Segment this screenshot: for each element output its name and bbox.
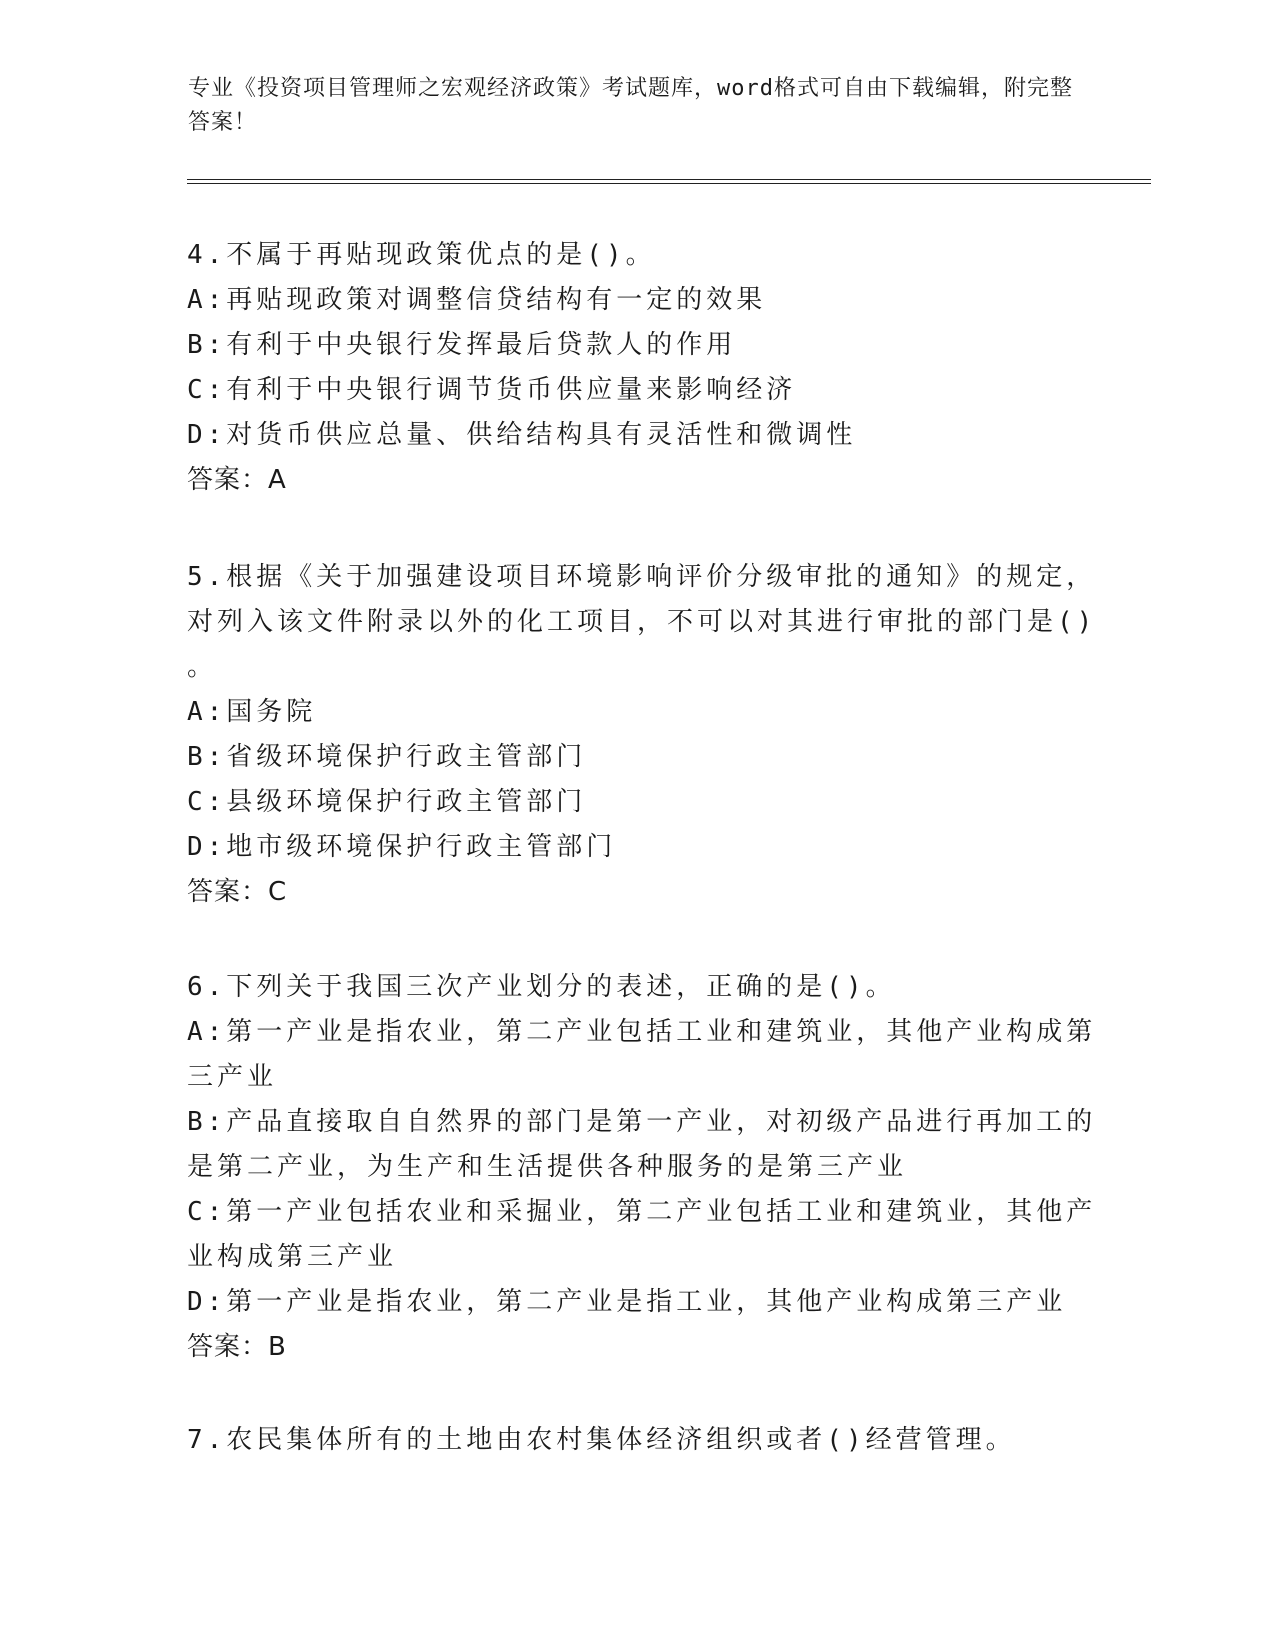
option-a: A:国务院 (187, 697, 317, 727)
answer: 答案：B (187, 1332, 287, 1362)
question-5 (187, 555, 1097, 915)
question-6 (187, 965, 1097, 1370)
option-d: D:第一产业是指农业，第二产业是指工业，其他产业构成第三产业 (187, 1287, 1067, 1317)
answer: 答案：C (187, 877, 288, 907)
header-divider-top (187, 179, 1151, 180)
option-c-line-2: 业构成第三产业 (187, 1242, 398, 1272)
option-a-line-1: A:第一产业是指农业，第二产业包括工业和建筑业，其他产业构成第 (187, 1017, 1097, 1047)
question-stem: 7.农民集体所有的土地由农村集体经济组织或者()经营管理。 (187, 1425, 1016, 1455)
option-b: B:省级环境保护行政主管部门 (187, 742, 587, 772)
option-b-line-1: B:产品直接取自自然界的部门是第一产业，对初级产品进行再加工的 (187, 1107, 1097, 1137)
option-b-line-2: 是第二产业，为生产和生活提供各种服务的是第三产业 (187, 1152, 908, 1182)
option-c: C:县级环境保护行政主管部门 (187, 787, 587, 817)
question-stem-line-2: 对列入该文件附录以外的化工项目，不可以对其进行审批的部门是() (187, 607, 1097, 637)
option-a-line-2: 三产业 (187, 1062, 278, 1092)
question-7 (187, 1418, 1087, 1463)
header-divider-bottom (187, 183, 1151, 184)
answer: 答案：A (187, 465, 287, 495)
document-header: 专业《投资项目管理师之宏观经济政策》考试题库，word格式可自由下载编辑，附完整答案！ (188, 76, 1073, 135)
question-stem-line-3: 。 (187, 652, 218, 682)
question-stem: 4.不属于再贴现政策优点的是()。 (187, 240, 656, 270)
option-c-line-1: C:第一产业包括农业和采掘业，第二产业包括工业和建筑业，其他产 (187, 1197, 1097, 1227)
question-stem-line-1: 5.根据《关于加强建设项目环境影响评价分级审批的通知》的规定， (187, 562, 1097, 592)
option-d: D:地市级环境保护行政主管部门 (187, 832, 617, 862)
option-d: D:对货币供应总量、供给结构具有灵活性和微调性 (187, 420, 857, 450)
question-stem: 6.下列关于我国三次产业划分的表述，正确的是()。 (187, 972, 896, 1002)
option-a: A:再贴现政策对调整信贷结构有一定的效果 (187, 285, 767, 315)
option-c: C:有利于中央银行调节货币供应量来影响经济 (187, 375, 797, 405)
option-b: B:有利于中央银行发挥最后贷款人的作用 (187, 330, 737, 360)
question-4 (187, 233, 1087, 503)
